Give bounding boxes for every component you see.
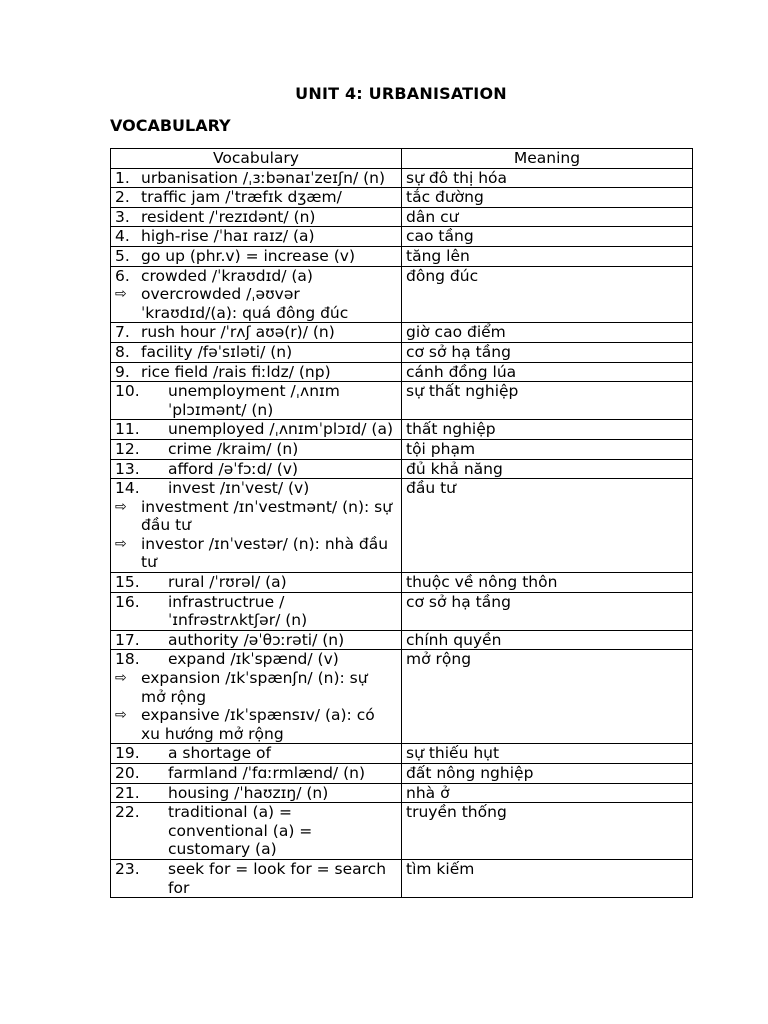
vocabulary-term: high-rise /ˈhaɪ raɪz/ (a) <box>141 227 315 246</box>
vocabulary-cell <box>111 420 402 440</box>
meaning-cell: cơ sở hạ tầng <box>402 592 693 630</box>
meaning-cell: tăng lên <box>402 246 693 266</box>
vocabulary-term: rice field /rais fiːldz/ (np) <box>141 362 331 381</box>
meaning-cell: cao tầng <box>402 227 693 247</box>
meaning-cell: sự thất nghiệp <box>402 382 693 420</box>
vocabulary-term: a shortage of <box>168 744 271 763</box>
vocabulary-cell <box>111 630 402 650</box>
vocabulary-cell <box>111 479 402 573</box>
meaning-cell: nhà ở <box>402 783 693 803</box>
item-number: 19. <box>115 744 140 763</box>
derived-word: overcrowded /ˌəʊvərˈkraʊdɪd/(a): quá đông đúc <box>141 285 349 322</box>
table-row <box>111 764 693 784</box>
vocabulary-term: invest /ɪnˈvest/ (v) <box>168 479 310 498</box>
vocabulary-term: rush hour /ˈrʌʃ aʊə(r)/ (n) <box>141 323 335 342</box>
meaning-cell: mở rộng <box>402 650 693 744</box>
item-number: 23. <box>115 859 140 878</box>
column-header-vocabulary: Vocabulary <box>111 149 402 169</box>
meaning-cell: sự đô thị hóa <box>402 168 693 188</box>
item-number: 11. <box>115 420 140 439</box>
meaning-cell: sự thiếu hụt <box>402 744 693 764</box>
vocabulary-term: expand /ɪkˈspænd/ (v) <box>168 650 339 669</box>
vocabulary-term: afford /əˈfɔːd/ (v) <box>168 459 298 478</box>
vocabulary-term: unemployed /ˌʌnɪmˈplɔɪd/ (a) <box>168 420 393 439</box>
table-row <box>111 592 693 630</box>
vocabulary-cell <box>111 783 402 803</box>
vocabulary-term: urbanisation /ˌɜːbənaɪˈzeɪʃn/ (n) <box>141 168 386 187</box>
table-body <box>111 168 693 898</box>
derived-word: expansion /ɪkˈspænʃn/ (n): sự mở rộng <box>141 669 368 706</box>
vocabulary-term: seek for = look for = search for <box>168 859 387 897</box>
vocabulary-cell <box>111 207 402 227</box>
table-row <box>111 323 693 343</box>
vocabulary-cell <box>111 188 402 208</box>
meaning-cell: thất nghiệp <box>402 420 693 440</box>
vocabulary-cell <box>111 439 402 459</box>
table-row <box>111 188 693 208</box>
vocabulary-cell <box>111 859 402 897</box>
meaning-cell: đầu tư <box>402 479 693 573</box>
item-number: 8. <box>115 342 130 361</box>
table-header-row <box>111 149 693 169</box>
vocabulary-term: go up (phr.v) = increase (v) <box>141 246 356 265</box>
meaning-cell: cánh đồng lúa <box>402 362 693 382</box>
meaning-cell: tắc đường <box>402 188 693 208</box>
vocabulary-term: housing /ˈhaʊzɪŋ/ (n) <box>168 783 329 802</box>
vocabulary-term: facility /fəˈsɪləti/ (n) <box>141 342 293 361</box>
table-row <box>111 459 693 479</box>
item-number: 1. <box>115 168 130 187</box>
item-number: 6. <box>115 266 130 285</box>
vocabulary-cell <box>111 362 402 382</box>
item-number: 15. <box>115 573 140 592</box>
arrow-right-icon: ⇨ <box>115 670 127 687</box>
vocabulary-term: crowded /ˈkraʊdɪd/ (a) <box>141 266 313 285</box>
vocabulary-cell <box>111 227 402 247</box>
meaning-cell: thuộc về nông thôn <box>402 573 693 593</box>
table-row <box>111 246 693 266</box>
section-heading: VOCABULARY <box>110 116 231 135</box>
vocabulary-term: resident /ˈrezɪdənt/ (n) <box>141 207 316 226</box>
vocabulary-cell <box>111 266 402 323</box>
table-row <box>111 744 693 764</box>
vocabulary-cell <box>111 650 402 744</box>
vocabulary-term: traffic jam /ˈtræfɪk dʒæm/ <box>141 188 342 207</box>
vocabulary-term: farmland /ˈfɑːrmlænd/ (n) <box>168 764 366 782</box>
vocabulary-cell <box>111 382 402 420</box>
derived-word: investor /ɪnˈvestər/ (n): nhà đầu tư <box>141 534 389 572</box>
item-number: 5. <box>115 246 130 265</box>
table-row <box>111 342 693 362</box>
meaning-cell: chính quyền <box>402 630 693 650</box>
arrow-right-icon: ⇨ <box>115 707 127 724</box>
table-row <box>111 266 693 323</box>
item-number: 3. <box>115 207 130 226</box>
vocabulary-cell <box>111 342 402 362</box>
table-row <box>111 420 693 440</box>
vocabulary-term: infrastructrue /ˈɪnfrəstrʌktʃər/ (n) <box>168 592 308 630</box>
vocabulary-term: traditional (a) = conventional (a) = customary (a) <box>168 803 313 859</box>
item-number: 2. <box>115 188 130 207</box>
document-title: UNIT 4: URBANISATION <box>295 84 507 103</box>
table-row <box>111 573 693 593</box>
vocabulary-cell <box>111 592 402 630</box>
item-number: 20. <box>115 764 140 782</box>
item-number: 22. <box>115 803 140 822</box>
meaning-cell: tội phạm <box>402 439 693 459</box>
meaning-cell: cơ sở hạ tầng <box>402 342 693 362</box>
vocabulary-term: crime /kraim/ (n) <box>168 439 299 458</box>
item-number: 21. <box>115 783 140 802</box>
table-row <box>111 859 693 897</box>
arrow-right-icon: ⇨ <box>115 535 127 552</box>
vocabulary-cell <box>111 573 402 593</box>
table-row <box>111 207 693 227</box>
table-row <box>111 382 693 420</box>
item-number: 14. <box>115 479 140 498</box>
vocabulary-cell <box>111 459 402 479</box>
meaning-cell: đất nông nghiệp <box>402 764 693 784</box>
arrow-right-icon: ⇨ <box>115 498 127 515</box>
item-number: 10. <box>115 382 140 401</box>
vocabulary-cell <box>111 803 402 860</box>
item-number: 9. <box>115 362 130 381</box>
meaning-cell: giờ cao điểm <box>402 323 693 343</box>
table-row <box>111 439 693 459</box>
table-row <box>111 168 693 188</box>
vocabulary-cell <box>111 168 402 188</box>
vocabulary-table <box>110 148 693 898</box>
derived-word: investment /ɪnˈvestmənt/ (n): sự đầu tư <box>141 497 393 535</box>
vocabulary-cell <box>111 246 402 266</box>
table-row <box>111 650 693 744</box>
item-number: 17. <box>115 630 140 649</box>
table-row <box>111 630 693 650</box>
item-number: 12. <box>115 439 140 458</box>
table-row <box>111 479 693 573</box>
vocabulary-cell <box>111 323 402 343</box>
vocabulary-cell <box>111 764 402 784</box>
meaning-cell: đông đúc <box>402 266 693 323</box>
meaning-cell: truyền thống <box>402 803 693 860</box>
item-number: 7. <box>115 323 130 342</box>
table-row <box>111 227 693 247</box>
item-number: 18. <box>115 650 140 669</box>
table-row <box>111 362 693 382</box>
item-number: 4. <box>115 227 130 246</box>
vocabulary-cell <box>111 744 402 764</box>
vocabulary-term: unemployment /ˌʌnɪm ˈplɔɪmənt/ (n) <box>168 382 340 419</box>
meaning-cell: dân cư <box>402 207 693 227</box>
item-number: 16. <box>115 592 140 611</box>
item-number: 13. <box>115 459 140 478</box>
column-header-meaning: Meaning <box>402 149 693 169</box>
table-row <box>111 803 693 860</box>
meaning-cell: tìm kiếm <box>402 859 693 897</box>
table-row <box>111 783 693 803</box>
meaning-cell: đủ khả năng <box>402 459 693 479</box>
vocabulary-term: authority /əˈθɔːrəti/ (n) <box>168 630 345 649</box>
arrow-right-icon: ⇨ <box>115 286 127 303</box>
vocabulary-term: rural /ˈrʊrəl/ (a) <box>168 573 287 592</box>
derived-word: expansive /ɪkˈspænsɪv/ (a): có xu hướng mở rộng <box>141 706 375 743</box>
